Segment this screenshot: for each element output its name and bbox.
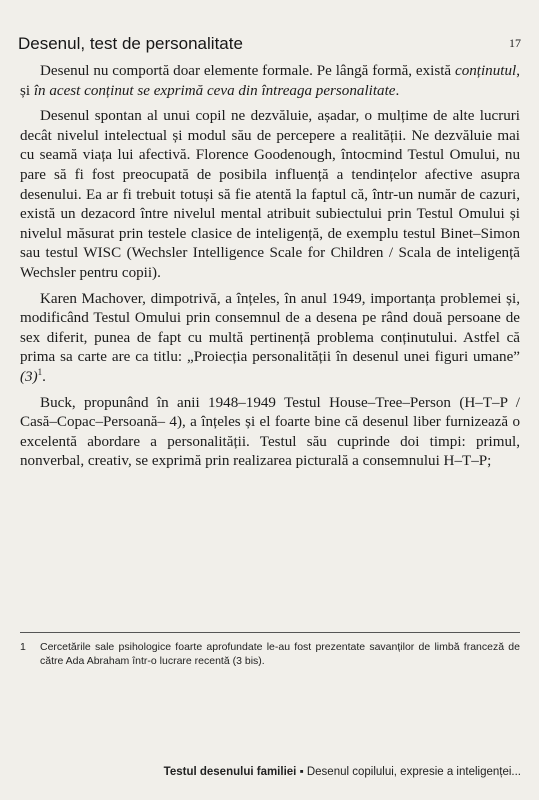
footnote-rule bbox=[20, 632, 520, 633]
emphasis-personality: în acest conținut se exprimă ceva din întreaga personalitate bbox=[33, 82, 396, 99]
emphasis-content: conținutul bbox=[455, 63, 517, 79]
footnote-number: 1 bbox=[20, 641, 26, 653]
body-text bbox=[20, 62, 520, 478]
page-number: 17 bbox=[509, 36, 521, 50]
paragraph-1 bbox=[20, 62, 520, 101]
paragraph-4: Buck, propunând în anii 1948–1949 Testul House–Tree–Person (H–T–P / Casă–Copac–Persoană– 4), a înțeles și el foarte bine că desenul liber furnizează o excelentă abordare a personalității. Testul său cuprinde doi timpi: primul, nonverbal, creativ, se exprimă prin realizarea picturală a consemnului H–T–P; bbox=[20, 394, 520, 470]
paragraph-3 bbox=[20, 290, 520, 388]
footnote bbox=[20, 640, 520, 668]
paragraph-3-end: . bbox=[42, 368, 46, 385]
reference-mark: (3) bbox=[20, 368, 38, 385]
page-header bbox=[18, 34, 521, 58]
paragraph-2: Desenul spontan al unui copil ne dezvăluie, așadar, o mulțime de alte lucruri decât nivelul intelectual și modul său de percepere a realității. Ne dezvăluie mai cu seamă viața lui afectivă. Florence Goodenough, întocmind Testul Omului, nu pare să fi fost preocupată de posibila influență a tendințelor afective asupra desenului. Ea ar fi trebuit totuși să fie atentă la faptul că, într-un număr de cazuri, există un dezacord între nivelul mental atribuit subiectului prin Testul Omului și nivelul măsurat prin testele clasice de inteligență, de exemplu testul Binet–Simon sau testul WISC (Wechsler Intelligence Scale for Children / Scala de inteligență Wechsler pentru copii). bbox=[20, 108, 520, 281]
paragraph-1-part-c: , și bbox=[20, 63, 520, 99]
running-title: Desenul, test de personalitate bbox=[18, 34, 243, 53]
footnote-marker: 1 bbox=[37, 366, 43, 377]
footer-book-title: Testul desenului familiei bbox=[163, 766, 297, 778]
footer-separator: ▪ bbox=[296, 766, 307, 778]
paragraph-1-part-a: Desenul nu comportă doar elemente formale. Pe lângă formă, există bbox=[40, 63, 455, 79]
footnote-text: Cercetările sale psihologice foarte aprofundate le-au fost prezentate savanților de limbă franceză de către Ada Abraham într-o lucrare recentă (3 bis). bbox=[40, 641, 520, 667]
paragraph-1-part-e: . bbox=[395, 82, 400, 99]
page-footer bbox=[164, 766, 521, 778]
footer-subtitle: Desenul copilului, expresie a inteligenței... bbox=[306, 766, 521, 778]
paragraph-3-text: Karen Machover, dimpotrivă, a înțeles, în anul 1949, importanța problemei și, modificând Testul Omului prin consemnul de a desena pe rând două persoane de sex diferit, punea de fapt cu multă pertinență problema conținutului. Astfel că prima sa carte are ca titlu: „Proiecția personalității în desenul unei figuri umane” bbox=[20, 290, 520, 366]
